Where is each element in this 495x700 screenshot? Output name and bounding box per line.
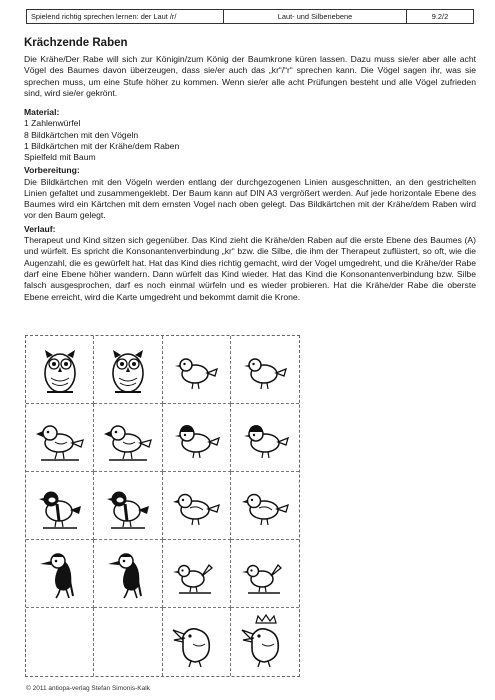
bird-card [26,336,94,404]
page-title: Krächzende Raben [24,37,128,49]
list-item: Spielfeld mit Baum [24,152,96,163]
small-bird-icon [168,342,224,398]
bird-card [231,540,299,608]
sparrow-icon [168,478,224,534]
bird-card [94,336,162,404]
bird-card [163,608,231,676]
great-tit-icon [100,478,156,534]
vorbereitung-heading: Vorbereitung: [24,165,80,176]
bird-card [94,472,162,540]
bird-card [94,540,162,608]
owl-icon [100,342,156,398]
copyright-footer: © 2011 antiopa-verlag Stefan Simonis-Kalk [26,685,150,692]
tit-icon [237,410,293,466]
bird-card [231,336,299,404]
bird-card [94,404,162,472]
list-item: 1 Zahlenwürfel [24,118,81,129]
header-series-title: Spielend richtig sprechen lernen: der Laut /r/ [27,10,224,23]
wren-icon [237,546,293,602]
bird-card [231,404,299,472]
bird-card [163,472,231,540]
small-bird-icon [237,342,293,398]
sparrow-icon [237,478,293,534]
header-table [26,9,474,24]
bird-card [26,472,94,540]
bird-card [163,540,231,608]
document-body [24,36,476,303]
vorbereitung-paragraph: Die Bildkärtchen mit den Vögeln werden entlang der durchgezogenen Linien ausgeschnitten, an den gestrichelten Linien gefaltet und zusammengeklebt. Der Baum kann auf DIN A3 vergrößert werden. Auf jede horizontale Ebene des Baumes wird ein Kärtchen mit dem ernsten Vogel nach oben gelegt. Das Bildkärtchen mit der Krähe/dem Raben wird vor den Baum gelegt. [24,176,476,221]
verlauf-paragraph: Therapeut und Kind sitzen sich gegenüber. Das Kind zieht die Krähe/den Raben auf die erste Ebene des Baumes (A) und würfelt. Es spricht die Konsonantenverbindung „kr“ bzw. die Silbe, die ihm der Therapeut zuflüstert, so oft, wie die Augenzahl, die es gewürfelt hat. Hat das Kind dies richtig gemacht, wird der Vogel umgedreht, und die Krähe/der Rabe darf eine Ebene höher wandern. Dann würfelt das Kind wieder. Hat das Kind die Konsonantenverbindung bzw. Silbe falsch ausgesprochen, darf es noch einmal würfeln und es wieder probieren. Hat die Krähe/der Rabe die oberste Ebene erreicht, wird die Karte umgedreht und bekommt damit die Krone. [24,235,476,302]
owl-icon [32,342,88,398]
header-page-number: 9.2/2 [431,12,449,21]
great-tit-icon [32,478,88,534]
material-list [24,118,476,163]
bird-card [231,472,299,540]
crowned-crow-icon [237,614,293,670]
bird-card-sheet [25,335,300,677]
woodpecker-icon [100,546,156,602]
bird-card [26,404,94,472]
list-item: 1 Bildkärtchen mit der Krähe/dem Raben [24,140,180,151]
material-heading: Material: [24,107,60,118]
empty-card [94,608,162,676]
finch-icon [32,410,88,466]
list-item: 8 Bildkärtchen mit den Vögeln [24,129,139,140]
woodpecker-icon [32,546,88,602]
empty-card [26,608,94,676]
bird-card [231,608,299,676]
intro-paragraph: Die Krähe/Der Rabe will sich zur Königin/zum König der Baumkrone küren lassen. Dazu muss sie/er aber alle acht Vögel des Baumes davon überzeugen, dass sie/er auch das „kr“/“r“ sprechen kann. Die Vögel sagen ihr, was sie sprechen muss, um eine Stufe höher zu kommen. Wenn sie/er alle acht Prüfungen besteht und alle Vögel zufrieden sind, wird sie/er gekrönt. [24,54,476,98]
finch-icon [100,410,156,466]
crow-icon [168,614,224,670]
bird-card [26,540,94,608]
verlauf-heading: Verlauf: [24,223,56,234]
wren-icon [168,546,224,602]
bird-card [163,336,231,404]
bird-card [163,404,231,472]
header-level: Laut- und Silbenebene [224,10,407,23]
tit-icon [168,410,224,466]
